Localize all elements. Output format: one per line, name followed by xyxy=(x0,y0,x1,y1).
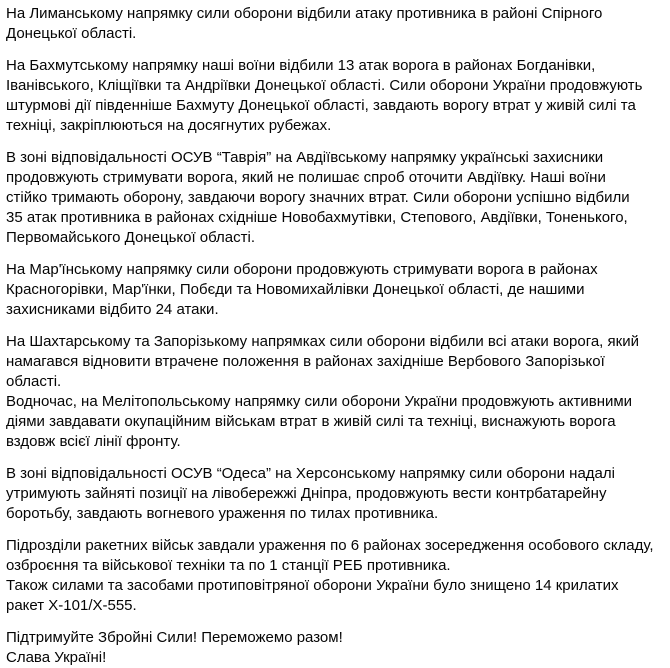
text-line: Слава Україні! xyxy=(6,649,107,666)
text-line: техніці, закріплюються на досягнутих рубежах. xyxy=(6,117,332,134)
text-line: Також силами та засобами протиповітряної оборони України було знищено 14 крилатих xyxy=(6,577,619,594)
text-line: стійко тримають оборону, завдаючи ворогу значних втрат. Сили оборони успішно відбили xyxy=(6,189,630,206)
text-line: Підрозділи ракетних військ завдали ураження по 6 районах зосередження особового складу, xyxy=(6,537,654,554)
text-line: боротьбу, завдають вогневого ураження по тилах противника. xyxy=(6,505,439,522)
text-line: На Бахмутському напрямку наші воїни відбили 13 атак ворога в районах Богданівки, xyxy=(6,57,596,74)
text-line: Підтримуйте Збройні Сили! Переможемо разом! xyxy=(6,629,343,646)
text-line: Іванівського, Кліщіївки та Андріївки Донецької області. Сили оборони України продовжують xyxy=(6,77,643,94)
text-line: утримують зайняті позиції на лівобережжі Дніпра, продовжують вести контрбатарейну xyxy=(6,485,607,502)
paragraph-lyman xyxy=(6,4,664,44)
text-line: Водночас, на Мелітопольському напрямку сили оборони України продовжують активними xyxy=(6,393,633,410)
text-line: 35 атак противника в районах східніше Новобахмутівки, Степового, Авдіївки, Тоненького, xyxy=(6,209,628,226)
paragraph-bakhmut xyxy=(6,56,664,136)
text-line: продовжують стримувати ворога, який не полишає спроб оточити Авдіївку. Наші воїни xyxy=(6,169,606,186)
text-line: озброєння та військової техніки та по 1 станції РЕБ противника. xyxy=(6,557,451,574)
text-line: вздовж всієї лінії фронту. xyxy=(6,433,181,450)
text-line: Донецької області. xyxy=(6,25,137,42)
text-line: Первомайського Донецької області. xyxy=(6,229,256,246)
text-line: В зоні відповідальності ОСУВ “Таврія” на Авдіївському напрямку українські захисники xyxy=(6,149,604,166)
text-line: штурмові дії південніше Бахмуту Донецької області, завдають ворогу втрат у живій силі та xyxy=(6,97,636,114)
text-line: На Лиманському напрямку сили оборони відбили атаку противника в районі Спірного xyxy=(6,5,603,22)
text-line: захисниками відбито 24 атаки. xyxy=(6,301,219,318)
text-line: намагався відновити втрачене положення в районах західніше Вербового Запорізької xyxy=(6,353,605,370)
text-line: На Мар'їнському напрямку сили оборони продовжують стримувати ворога в районах xyxy=(6,261,598,278)
text-line: діями завдавати окупаційним військам втрат в живій силі та техніці, виснажують ворога xyxy=(6,413,616,430)
text-line: На Шахтарському та Запорізькому напрямках сили оборони відбили всі атаки ворога, який xyxy=(6,333,639,350)
paragraph-closing xyxy=(6,628,664,668)
paragraph-zaporizhzhia xyxy=(6,332,664,392)
paragraph-odesa xyxy=(6,464,664,524)
paragraph-missile-troops xyxy=(6,536,664,576)
paragraph-air-defense xyxy=(6,576,664,616)
text-line: В зоні відповідальності ОСУВ “Одеса” на Херсонському напрямку сили оборони надалі xyxy=(6,465,615,482)
paragraph-marinka xyxy=(6,260,664,320)
paragraph-melitopol xyxy=(6,392,664,452)
paragraph-tavria xyxy=(6,148,664,248)
text-line: області. xyxy=(6,373,62,390)
text-line: ракет Х-101/Х-555. xyxy=(6,597,137,614)
text-line: Красногорівки, Мар'їнки, Побєди та Новомихайлівки Донецької області, де нашими xyxy=(6,281,585,298)
